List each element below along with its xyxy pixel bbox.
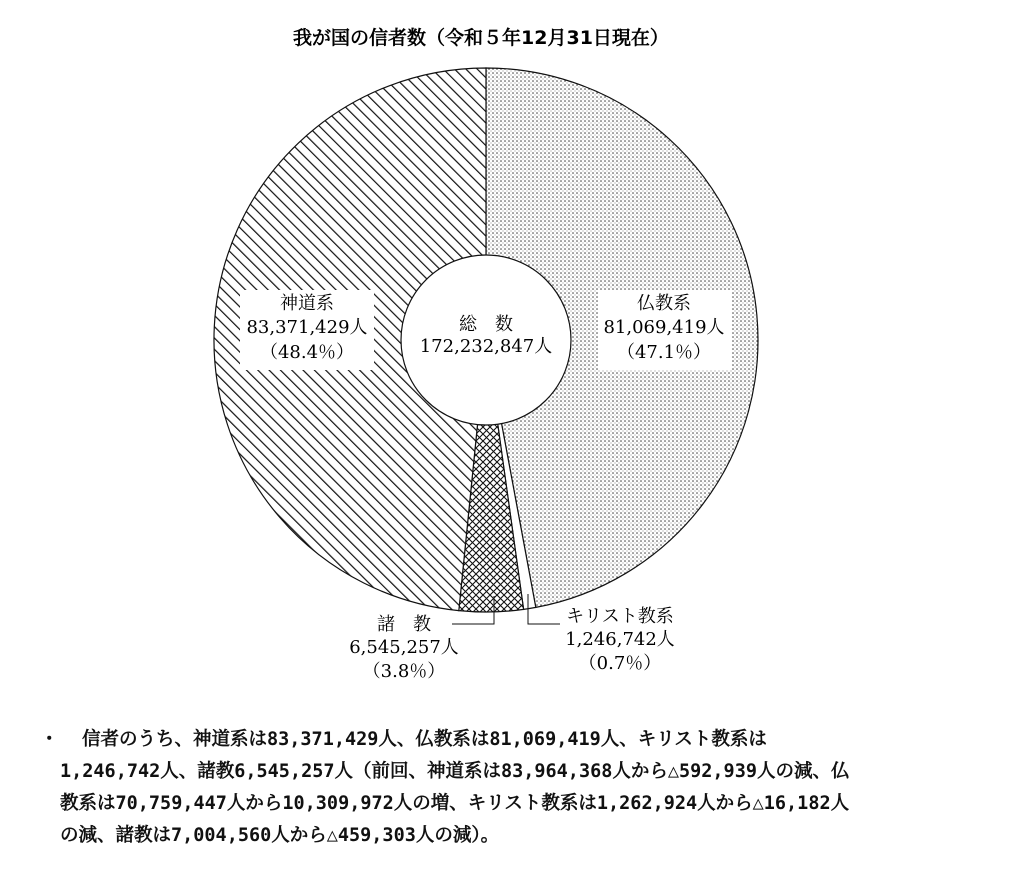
- slice-name-shinto: 神道系: [280, 293, 334, 314]
- slice-percent-shinto: （48.4％）: [259, 342, 355, 363]
- summary-note: [40, 724, 990, 852]
- slice-percent-buddhist: （47.1％）: [616, 342, 712, 363]
- center-total: 172,232,847人: [419, 336, 553, 357]
- slice-value-other: 6,545,257人: [349, 637, 459, 658]
- slice-value-buddhist: 81,069,419人: [603, 317, 725, 338]
- note-line: 信者のうち、神道系は83,371,429人、仏教系は81,069,419人、キリスト教系は: [82, 729, 767, 750]
- slice-name-buddhist: 仏教系: [637, 293, 691, 314]
- chart-title: 我が国の信者数（令和５年12月31日現在）: [293, 27, 669, 49]
- note-line: の減、諸教は7,004,560人から△459,303人の減）。: [60, 825, 500, 846]
- slice-percent-christian: （0.7％）: [578, 653, 662, 674]
- slice-name-other: 諸 教: [377, 614, 431, 635]
- slice-percent-other: （3.8％）: [362, 661, 446, 682]
- center-label: 総 数: [459, 314, 513, 335]
- note-line: 1,246,742人、諸教6,545,257人（前回、神道系は83,964,368人から△592,939人の減、仏: [60, 761, 850, 782]
- slice-value-christian: 1,246,742人: [565, 629, 675, 650]
- slice-value-shinto: 83,371,429人: [246, 317, 368, 338]
- note-bullet: ・: [40, 729, 59, 750]
- note-line: 教系は70,759,447人から10,309,972人の増、キリスト教系は1,262,924人から△16,182人: [60, 793, 850, 814]
- slice-name-christian: キリスト教系: [566, 606, 674, 627]
